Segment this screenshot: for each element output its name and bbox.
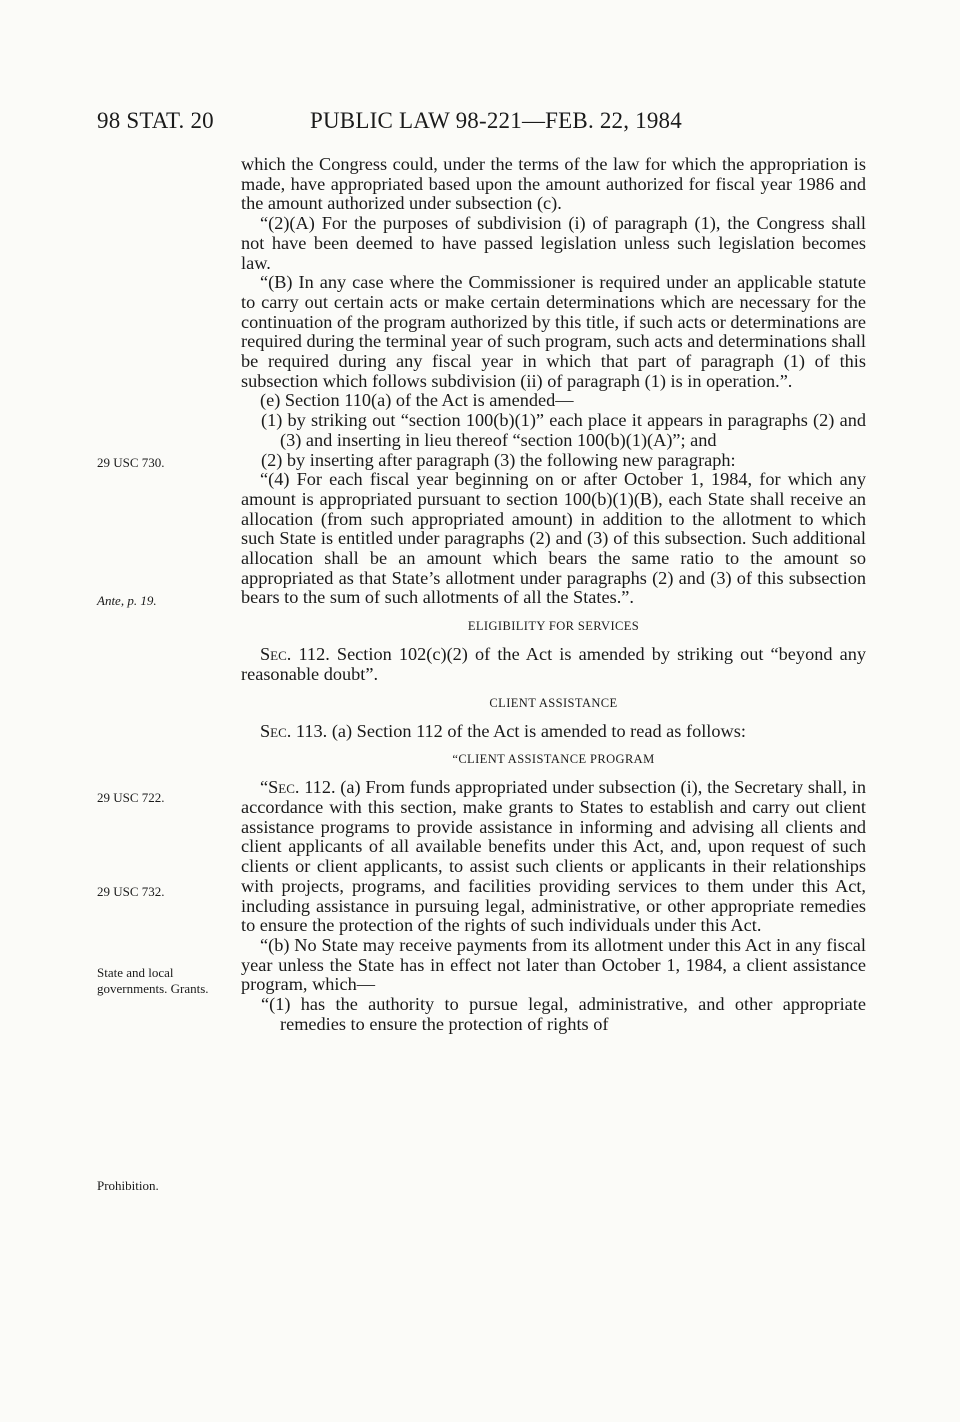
section-112-text: 112. Section 102(c)(2) of the Act is amended by striking out “beyond any reasonable doubt”. — [241, 644, 866, 684]
paragraph-4: “(4) For each fiscal year beginning on or after October 1, 1984, for which any amount is appropriated pursuant to section 100(b)(1)(B), each State shall receive an allocation (from such appropriated amount) in addition to the allotment to which such State is entitled under paragraphs (2) and (3) of this subsection. Such additional allocation shall be an amount which bears the same ratio to the amount so appropriated as that State’s allotment under paragraphs (2) and (3) of this subsection bears to the sum of such allotments of all the States.”. — [241, 469, 866, 608]
heading-client-assistance: CLIENT ASSISTANCE — [489, 695, 618, 710]
margin-note-29usc730: 29 USC 730. — [97, 455, 165, 470]
section-112-a — [241, 778, 866, 936]
heading-eligibility: ELIGIBILITY FOR SERVICES — [467, 619, 640, 634]
margin-note-state-local-grants: State and local governments. Grants. — [97, 965, 209, 996]
margin-note-29usc722: 29 USC 722. — [97, 790, 165, 805]
section-label: Sec. — [260, 720, 292, 741]
section-113-text: 113. (a) Section 112 of the Act is amended to read as follows: — [291, 720, 746, 741]
section-112-b: “(b) No State may receive payments from its allotment under this Act in any fiscal year unless the State has in effect not later than October 1, 1984, a client assistance program, which— — [241, 934, 866, 995]
section-112-a-text: 112. (a) From funds appropriated under subsection (i), the Secretary shall, in accordance with this section, make grants to States to establish and carry out client assistance programs to provide assistance in informing and advising all clients and client applicants of all available benefits under this Act, and, upon request of such clients or client applicants, to assist such clients or applicants in their relationships with projects, programs, and facilities providing services to them under this Act, including assistance in pursuing legal, administrative, or other appropriate remedies to ensure the protection of the rights of such individuals under this Act. — [241, 777, 866, 936]
paragraph-continuation: which the Congress could, under the terms of the law for which the appropriation is made, have appropriated based upon the amount authorized for fiscal year 1986 and the amount authorized under subsection (c). — [241, 154, 866, 214]
section-label: “Sec. — [260, 777, 300, 798]
section-112-b-1: “(1) has the authority to pursue legal, administrative, and other appropriate remedies to ensure the protection of rights of — [261, 994, 866, 1034]
margin-note-29usc732: 29 USC 732. — [97, 884, 165, 899]
paragraph-e-2: (2) by inserting after paragraph (3) the following new paragraph: — [261, 449, 736, 470]
heading-client-assistance-program: “CLIENT ASSISTANCE PROGRAM — [452, 752, 655, 767]
margin-note-prohibition: Prohibition. — [97, 1178, 159, 1193]
paragraph-2a: “(2)(A) For the purposes of subdivision (i) of paragraph (1), the Congress shall not have been deemed to have passed legislation unless such legislation becomes law. — [241, 213, 866, 273]
section-113 — [241, 722, 866, 742]
section-112 — [241, 645, 866, 684]
paragraph-e-1: (1) by striking out “section 100(b)(1)” each place it appears in paragraphs (2) and (3) and inserting in lieu thereof “section 100(b)(1)(A)”; and — [261, 410, 866, 450]
paragraph-e: (e) Section 110(a) of the Act is amended— — [260, 390, 574, 411]
paragraph-2b: “(B) In any case where the Commissioner is required under an applicable statute to carry out certain acts or make certain determinations which are necessary for the continuation of the program authorized by this title, if such acts or determinations are required during the terminal year of such program, such acts and determinations shall be required during any fiscal year in which that part of paragraph (1) of this subsection which follows subdivision (ii) of paragraph (1) is in operation.”. — [241, 272, 866, 391]
margin-note-ante: Ante, p. 19. — [97, 593, 157, 608]
stat-citation: 98 STAT. 20 — [97, 108, 214, 133]
section-label: Sec. — [260, 644, 292, 665]
body-text — [241, 155, 866, 1034]
law-title: PUBLIC LAW 98-221—FEB. 22, 1984 — [310, 108, 682, 133]
